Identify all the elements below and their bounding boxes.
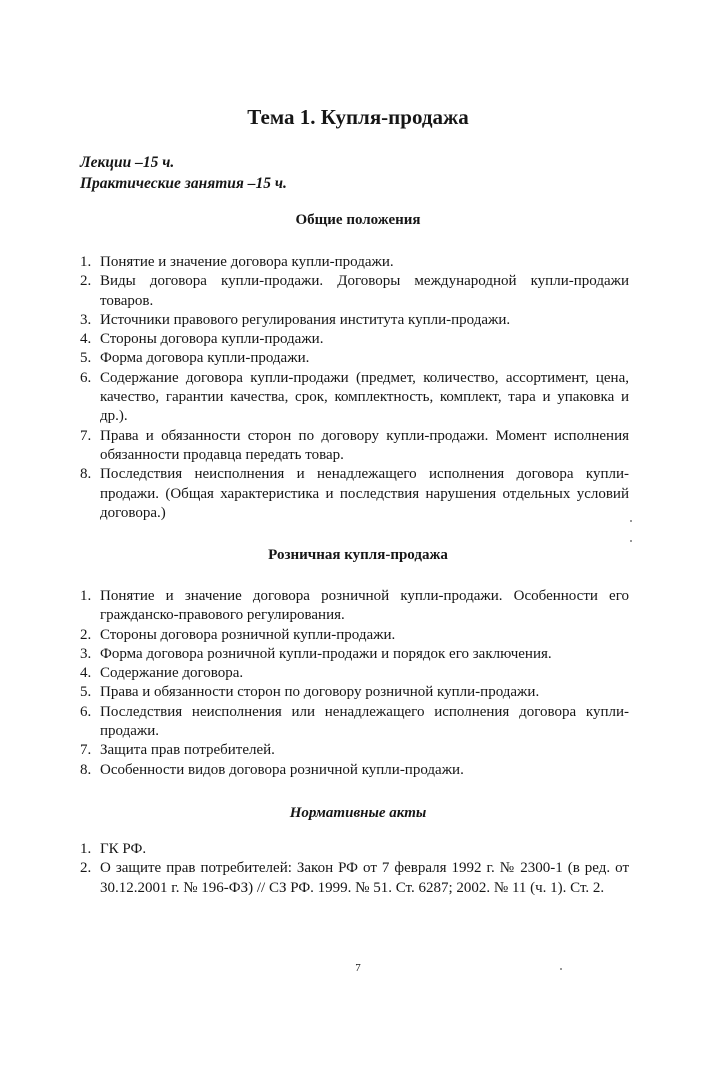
list-item: 6. Последствия неисполнения или ненадлежащего исполнения договора купли-продажи. [80, 703, 629, 740]
section-heading-normative: Нормативные акты [289, 805, 427, 821]
general-provisions-list [80, 253, 629, 523]
list-item: 2. О защите прав потребителей: Закон РФ от 7 февраля 1992 г. № 2300-1 (в ред. от 30.12.2001 г. № 196-ФЗ) // СЗ РФ. 1999. № 51. Ст. 6287; 2002. № 11 (ч. 1). Ст. 2. [80, 860, 629, 896]
list-item: 7. Защита прав потребителей. [80, 742, 275, 759]
list-item: 1. Понятие и значение договора купли-продажи. [80, 254, 394, 270]
normative-acts-list [80, 840, 629, 898]
list-item: 6. Содержание договора купли-продажи (предмет, количество, ассортимент, цена, качество, гарантии качества, срок, комплектность, комплект, тара и упаковка и др.). [80, 369, 629, 425]
page-number: 7 [355, 962, 361, 974]
list-item: 5. Форма договора купли-продажи. [80, 350, 310, 367]
section-heading-general: Общие положения [295, 212, 421, 228]
lectures-hours: Лекции –15 ч. [80, 154, 175, 171]
scan-speck [560, 968, 562, 970]
list-item: 1. Понятие и значение договора розничной купли-продажи. Особенности его гражданско-правового регулирования. [80, 588, 629, 624]
section-heading-retail: Розничная купля-продажа [268, 547, 448, 563]
list-item: 1. ГК РФ. [80, 841, 147, 857]
scan-speck [630, 540, 632, 542]
list-item: 4. Стороны договора купли-продажи. [80, 331, 324, 348]
list-item: 3. Источники правового регулирования института купли-продажи. [80, 311, 511, 328]
hours-block [80, 152, 287, 194]
practice-hours: Практические занятия –15 ч. [80, 175, 287, 192]
list-item: 8. Последствия неисполнения и ненадлежащего исполнения договора купли-продажи. (Общая характеристика и последствия нарушения отдельных условий договора.) [80, 466, 629, 521]
list-item: 4. Содержание договора. [80, 665, 244, 682]
list-item: 2. Виды договора купли-продажи. Договоры международной купли-продажи товаров. [80, 273, 629, 309]
scan-speck [630, 520, 632, 522]
list-item: 7. Права и обязанности сторон по договору купли-продажи. Момент исполнения обязанности продавца передать товар. [80, 427, 629, 463]
list-item: 3. Форма договора розничной купли-продажи и порядок его заключения. [80, 645, 552, 662]
page-title: Тема 1. Купля-продажа [247, 105, 469, 129]
list-item: 5. Права и обязанности сторон по договору розничной купли-продажи. [80, 684, 540, 701]
list-item: 2. Стороны договора розничной купли-продажи. [80, 626, 396, 643]
list-item: 8. Особенности видов договора розничной купли-продажи. [80, 761, 464, 778]
retail-sale-list [80, 587, 629, 780]
